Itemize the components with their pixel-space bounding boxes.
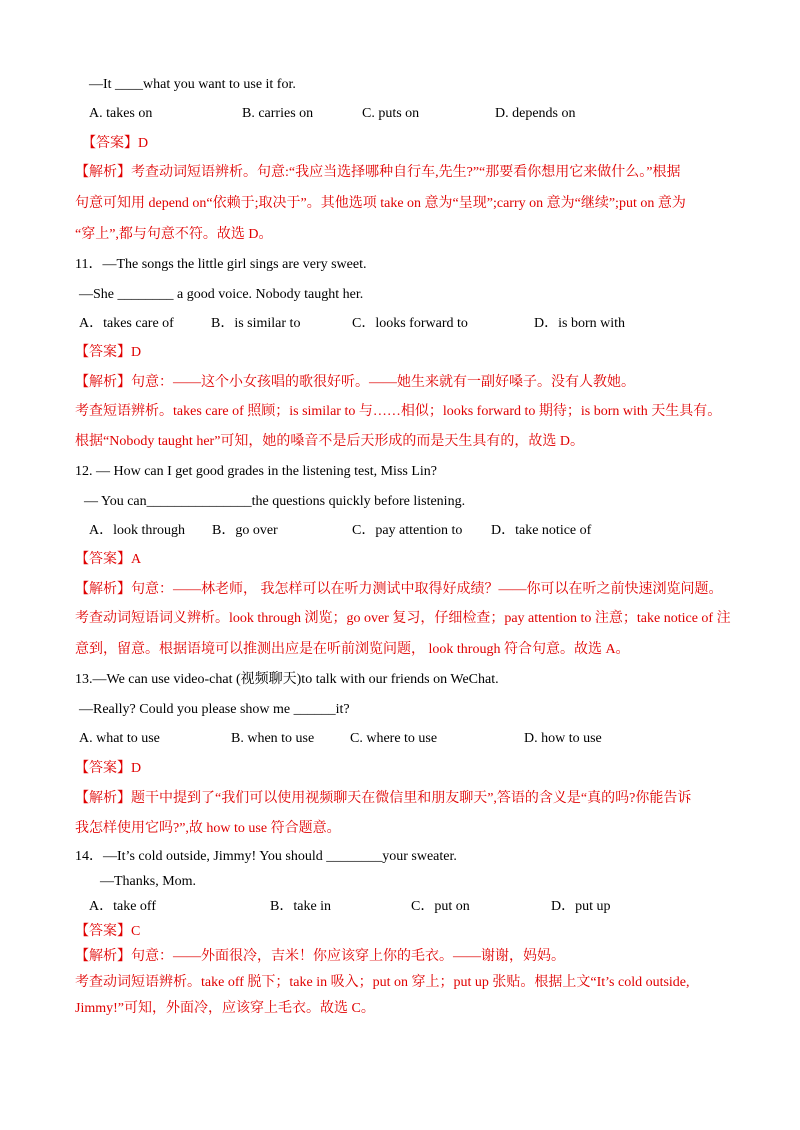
q10-option-b: B. carries on xyxy=(242,106,314,121)
q10-reply: —It ____what you want to use it for. xyxy=(89,77,296,92)
q13-option-d: D. how to use xyxy=(524,731,602,746)
q11-option-b: B．is similar to xyxy=(211,316,301,331)
q10-analysis-line-2: 句意可知用 depend on“依赖于;取决于”。其他选项 take on 意为“呈现”;carry on 意为“继续”;put on 意为 xyxy=(75,196,686,211)
q11-option-a: A．takes care of xyxy=(79,316,174,331)
q14-answer: 【答案】C xyxy=(75,924,141,939)
q10-option-d: D. depends on xyxy=(495,106,576,121)
q11-analysis-line-2: 考查短语辨析。takes care of 照顾；is similar to 与……相似；looks forward to 期待；is born with 天生具有。 xyxy=(75,404,722,419)
q13-option-a: A. what to use xyxy=(79,731,160,746)
q11-question: 11．—The songs the little girl sings are very sweet. xyxy=(75,257,367,272)
q14-option-c: C．put on xyxy=(411,899,470,914)
q14-option-d: D．put up xyxy=(551,899,611,914)
q12-analysis-line-1: 【解析】句意：——林老师， 我怎样可以在听力测试中取得好成绩？——你可以在听之前快速浏览问题。 xyxy=(75,582,723,597)
q12-option-d: D．take notice of xyxy=(491,523,592,538)
q14-option-a: A．take off xyxy=(89,899,156,914)
q12-analysis-line-3: 意到，留意。根据语境可以推测出应是在听前浏览问题， look through 符合句意。故选 A。 xyxy=(75,642,630,657)
q13-question: 13.—We can use video-chat (视频聊天)to talk with our friends on WeChat. xyxy=(75,672,499,687)
q11-reply: —She ________ a good voice. Nobody taught her. xyxy=(79,287,364,302)
q13-option-c: C. where to use xyxy=(350,731,438,746)
q11-option-c: C．looks forward to xyxy=(352,316,468,331)
q10-analysis-line-1: 【解析】考查动词短语辨析。句意:“我应当选择哪种自行车,先生?”“那要看你想用它来做什么。”根据 xyxy=(75,165,681,180)
q11-analysis-line-1: 【解析】句意：——这个小女孩唱的歌很好听。——她生来就有一副好嗓子。没有人教她。 xyxy=(75,375,635,390)
q14-reply: —Thanks, Mom. xyxy=(100,874,197,889)
q10-option-a: A. takes on xyxy=(89,106,153,121)
q13-reply: —Really? Could you please show me ______it? xyxy=(79,702,350,717)
q11-analysis-line-3: 根据“Nobody taught her”可知，她的嗓音不是后天形成的而是天生具有的，故选 D。 xyxy=(75,434,585,449)
q14-question: 14．—It’s cold outside, Jimmy! You should ________your sweater. xyxy=(75,849,457,864)
q12-answer: 【答案】A xyxy=(75,552,142,567)
q14-analysis-line-3: Jimmy!”可知，外面冷，应该穿上毛衣。故选 C。 xyxy=(75,1001,375,1016)
q12-analysis-line-2: 考查动词短语词义辨析。look through 浏览；go over 复习，仔细检查；pay attention to 注意；take notice of 注 xyxy=(75,611,731,626)
q11-answer: 【答案】D xyxy=(75,345,142,360)
q10-analysis-line-3: “穿上”,都与句意不符。故选 D。 xyxy=(75,227,273,242)
q10-answer: 【答案】D xyxy=(82,136,149,151)
q13-analysis-line-2: 我怎样使用它吗?”,故 how to use 符合题意。 xyxy=(75,821,341,836)
q12-question: 12. — How can I get good grades in the listening test, Miss Lin? xyxy=(75,464,437,479)
q12-option-b: B．go over xyxy=(212,523,278,538)
q11-option-d: D．is born with xyxy=(534,316,625,331)
q14-option-b: B．take in xyxy=(270,899,332,914)
q13-answer: 【答案】D xyxy=(75,761,142,776)
q13-analysis-line-1: 【解析】题干中提到了“我们可以使用视频聊天在微信里和朋友聊天”,答语的含义是“真的吗?你能告诉 xyxy=(75,791,692,806)
q10-option-c: C. puts on xyxy=(362,106,420,121)
q14-analysis-line-1: 【解析】句意：——外面很冷，吉米！你应该穿上你的毛衣。——谢谢，妈妈。 xyxy=(75,949,565,964)
q12-option-a: A．look through xyxy=(89,523,186,538)
q14-analysis-line-2: 考查动词短语辨析。take off 脱下；take in 吸入；put on 穿上；put up 张贴。根据上文“It’s cold outside, xyxy=(75,975,690,990)
q13-option-b: B. when to use xyxy=(231,731,315,746)
q12-reply: — You can_______________the questions quickly before listening. xyxy=(84,494,466,509)
q12-option-c: C．pay attention to xyxy=(352,523,463,538)
